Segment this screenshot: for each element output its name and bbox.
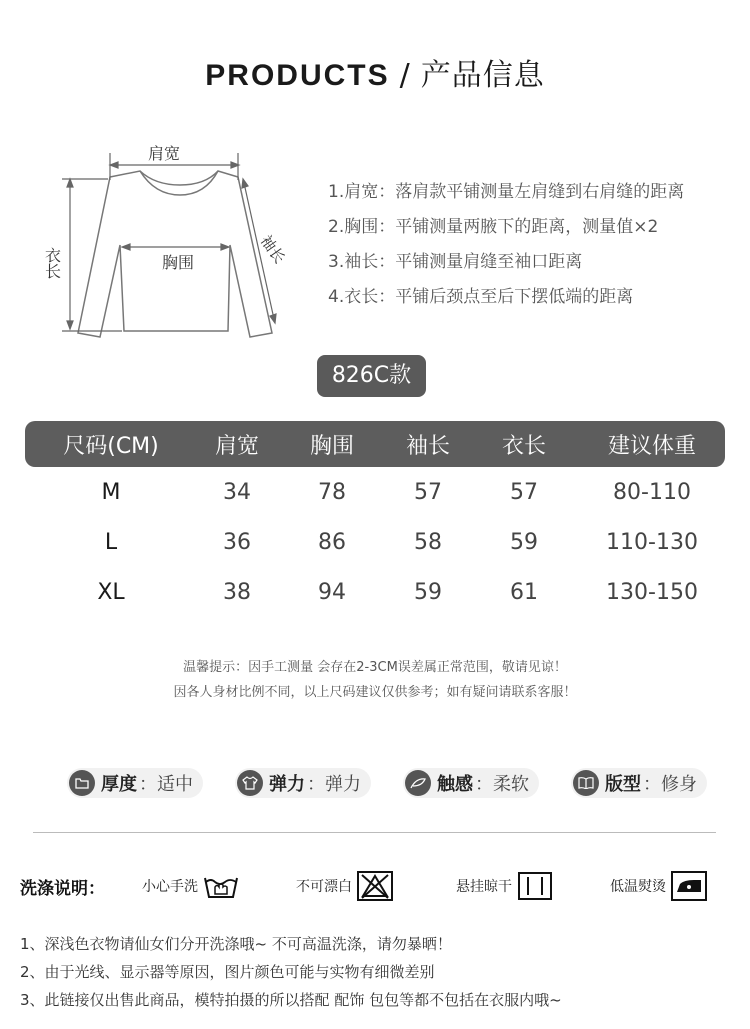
length-label: 衣长 [42, 247, 62, 279]
title-separator: / [399, 58, 411, 93]
header-cell: 袖长 [405, 433, 450, 459]
property-thickness [67, 768, 203, 798]
wash-instructions [20, 868, 730, 904]
wash-label: 低温熨烫 [610, 879, 666, 895]
table-cell: 34 [223, 479, 251, 505]
table-cell: 80-110 [613, 479, 691, 505]
wash-item-low-iron [610, 870, 710, 902]
table-cell: 61 [510, 579, 538, 605]
book-icon [573, 770, 599, 796]
property-label: 厚度 [101, 774, 137, 795]
property-label: 弹力 [269, 774, 305, 795]
sleeve-label: 袖长 [256, 231, 289, 267]
wash-item-no-bleach [296, 870, 456, 902]
measurement-item: 1.肩宽：落肩款平铺测量左肩缝到右肩缝的距离 [328, 182, 685, 202]
table-cell: 78 [318, 479, 346, 505]
table-cell: XL [97, 579, 125, 605]
note-line: 因各人身材比例不同，以上尺码建议仅供参考；如有疑问请联系客服！ [173, 685, 577, 700]
table-cell: 57 [510, 479, 538, 505]
table-cell: 38 [223, 579, 251, 605]
table-cell: 130-150 [606, 579, 698, 605]
chest-label: 胸围 [162, 253, 195, 272]
property-label: 触感 [437, 774, 473, 795]
size-notes [0, 655, 750, 705]
divider [33, 832, 716, 833]
care-note: 1、深浅色衣物请仙女们分开洗涤哦~ 不可高温洗涤，请勿暴晒！ [20, 935, 452, 953]
garment-diagram [40, 135, 300, 350]
model-badge: 826C款 [317, 355, 426, 397]
table-cell: 59 [414, 579, 442, 605]
shoulder-label: 肩宽 [148, 144, 181, 163]
wash-label: 不可漂白 [296, 879, 352, 895]
header-cell: 建议体重 [607, 433, 696, 459]
property-value: ：适中 [139, 774, 193, 795]
title-en: PRODUCTS [205, 59, 390, 92]
wash-label: 小心手洗 [142, 879, 198, 895]
table-cell: 110-130 [606, 529, 698, 555]
hand-wash-icon [202, 872, 240, 900]
feather-icon [405, 770, 431, 796]
wash-item-handwash [142, 872, 296, 900]
table-cell: 94 [318, 579, 346, 605]
table-cell: 36 [223, 529, 251, 555]
size-table-header [25, 421, 725, 467]
table-row [25, 517, 725, 567]
property-value: ：弹力 [307, 774, 361, 795]
header-cell: 肩宽 [214, 433, 259, 459]
table-cell: M [101, 479, 121, 505]
header-cell: 胸围 [309, 433, 354, 459]
table-cell: 59 [510, 529, 538, 555]
table-cell: L [104, 529, 118, 555]
care-note: 2、由于光线、显示器等原因，图片颜色可能与实物有细微差别 [20, 963, 435, 981]
table-row [25, 467, 725, 517]
size-table [25, 421, 725, 617]
wash-title: 洗涤说明： [20, 878, 105, 899]
property-label: 版型 [605, 774, 641, 795]
care-notes [20, 932, 730, 1016]
measurement-item: 3.袖长：平铺测量肩缝至袖口距离 [328, 252, 583, 272]
note-line: 温馨提示：因手工测量 会存在2-3CM误差属正常范围，敬请见谅！ [183, 660, 567, 675]
wash-item-hang-dry [456, 870, 610, 902]
low-iron-icon [670, 870, 710, 902]
wash-label: 悬挂晾干 [456, 879, 512, 895]
care-note: 3、此链接仅出售此商品，模特拍摄的所以搭配 配饰 包包等都不包括在衣服内哦~ [20, 991, 562, 1009]
fabric-properties [67, 768, 707, 798]
page-title [0, 50, 750, 94]
property-value: ：修身 [643, 774, 697, 795]
header-cell: 衣长 [501, 433, 546, 459]
folder-icon [69, 770, 95, 796]
hang-dry-icon [516, 870, 556, 902]
shirt-icon [237, 770, 263, 796]
property-elasticity [235, 768, 371, 798]
table-cell: 58 [414, 529, 442, 555]
measurement-item: 2.胸围：平铺测量两腋下的距离，测量值×2 [328, 217, 659, 237]
no-bleach-icon [356, 870, 396, 902]
property-fit [571, 768, 707, 798]
measurement-item: 4.衣长：平铺后颈点至后下摆低端的距离 [328, 287, 634, 307]
title-cn: 产品信息 [420, 58, 545, 93]
header-cell: 尺码(CM) [63, 433, 159, 459]
table-row [25, 567, 725, 617]
measurement-instructions [328, 178, 738, 318]
table-cell: 86 [318, 529, 346, 555]
table-cell: 57 [414, 479, 442, 505]
property-value: ：柔软 [475, 774, 529, 795]
property-touch [403, 768, 539, 798]
